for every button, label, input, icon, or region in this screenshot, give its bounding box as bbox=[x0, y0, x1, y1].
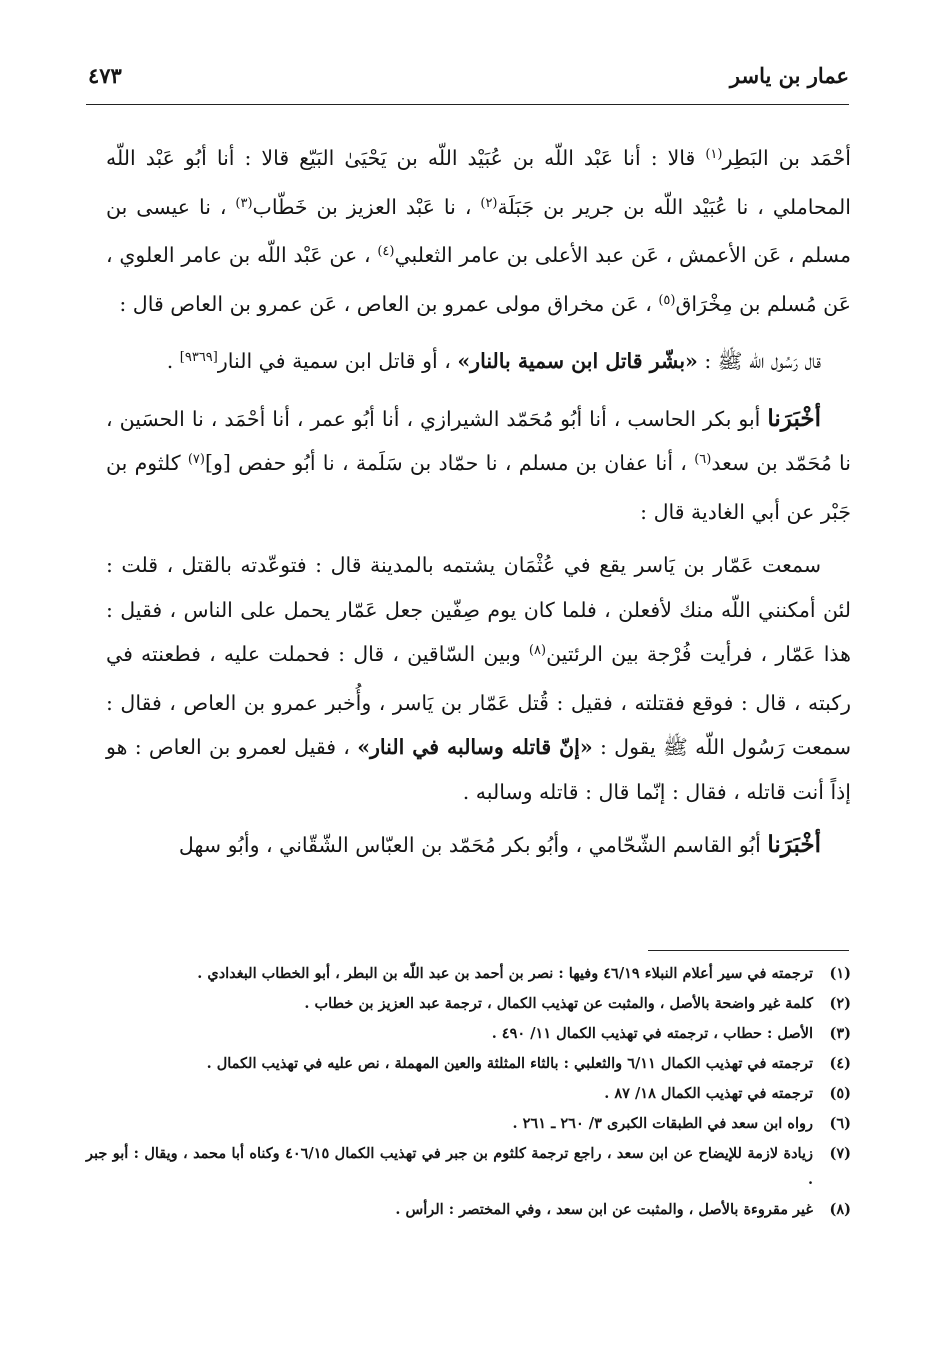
footnote-text: كلمة غير واضحة بالأصل ، والمثبت عن تهذيب الكمال ، ترجمة عبد العزيز بن خطاب . bbox=[304, 995, 813, 1012]
footnote-number: (٣) bbox=[829, 1025, 851, 1042]
footnote-number: (٦) bbox=[829, 1115, 851, 1132]
main-text bbox=[106, 136, 851, 877]
footnote-marker-7[interactable]: (٧) bbox=[187, 452, 205, 467]
footnote-text: ترجمته في سير أعلام النبلاء ٤٦/١٩ وفيها : نصر بن أحمد بن عبد اللّه بن البطر ، أبو الخطاب البغدادي . bbox=[197, 965, 813, 982]
footnote-text: ترجمته في تهذيب الكمال ٦/١١ والثعلبي : بالثاء المثلثة والعين المهملة ، نص عليه في تهذيب الكمال . bbox=[206, 1055, 813, 1072]
text-run: ، عَن مخراق مولى عمرو بن العاص ، عَن عمرو بن العاص قال : bbox=[119, 291, 659, 316]
footnote-8 bbox=[86, 1197, 851, 1223]
footnote-marker-1[interactable]: (١) bbox=[705, 147, 723, 162]
running-title: عمار بن ياسر bbox=[729, 63, 849, 88]
text-run: وبين السّاقين ، قال : فحملت عليه ، فطعنته في ركبته ، قال : فوقع فقتلته ، فقيل : قُتل عَمّار بن يَاسر ، وأُخبر عمرو بن العاص ، فقال : سمعت رَسُول اللّه ﷺ يقول : bbox=[106, 642, 851, 759]
footnote-number: (٤) bbox=[829, 1055, 851, 1072]
footnotes bbox=[86, 961, 851, 1227]
akhbarana-heading: أخْبَرَنا bbox=[767, 404, 821, 432]
hadith-quote: «إنّ قاتله وسالبه في النار» bbox=[357, 735, 593, 759]
text-run: قالا : أنا عَبْد اللّه بن عُبَيْد اللّه بن يَحْيَىٰ البَيّع قالا : أنا أبُو عَبْد اللّه المحاملي ، نا عُبَيْد اللّه بن جرير بن جَبَلَة bbox=[106, 146, 851, 219]
text-run: ، نا عيسى بن مسلم ، عَن الأعمش ، عَن عبد الأعلى بن عامر الثعلبي bbox=[106, 194, 851, 267]
footnote-marker-8[interactable]: (٨) bbox=[528, 643, 547, 658]
footnote-text: ترجمته في تهذيب الكمال ١٨/ ٨٧ . bbox=[604, 1085, 813, 1102]
text-run: ، نا عَبْد العزيز بن خَطّاب bbox=[252, 194, 481, 219]
paragraph-hadith-1 bbox=[106, 339, 851, 388]
footnote-5 bbox=[86, 1081, 851, 1107]
text-run: ، أو قاتل ابن سمية في النار bbox=[217, 349, 458, 373]
hadith-number: [٩٣٦٩] bbox=[179, 350, 218, 365]
text-run: أحْمَد بن البَطِر bbox=[722, 146, 851, 170]
footnote-marker-5[interactable]: (٥) bbox=[658, 292, 676, 308]
footnote-4 bbox=[86, 1051, 851, 1077]
text-run: قال رَسُول اللّه ﷺ : bbox=[697, 349, 821, 373]
hadith-quote: «بشّر قاتل ابن سمية بالنار» bbox=[457, 349, 698, 373]
page-number: ٤٧٣ bbox=[88, 63, 122, 88]
footnote-rule bbox=[648, 950, 849, 951]
text-run: سمعت عَمّار بن يَاسر يقع في عُثْمَان يشتمه بالمدينة قال : فتوعّدته بالقتل ، قلت : لئن أمكنني اللّه منك لأفعلن ، فلما كان يوم صِفّين جعل عَمّار يحمل على الناس ، فقيل : هذا عَمّار ، فرأيت فُرْجة بين الرئتين bbox=[106, 553, 851, 666]
footnote-7 bbox=[86, 1141, 851, 1193]
akhbarana-heading: أخْبَرَنا bbox=[767, 831, 821, 858]
paragraph-isnad-3 bbox=[106, 823, 851, 868]
paragraph-isnad-2 bbox=[106, 397, 851, 535]
text-run: ، عن عَبْد اللّه بن عامر العلوي ، عَن مُسلم بن مِخْرَاق bbox=[106, 243, 851, 316]
footnote-6 bbox=[86, 1111, 851, 1137]
footnote-text: زيادة لازمة للإيضاح عن ابن سعد ، راجع ترجمة كلثوم بن جبر في تهذيب الكمال ٤٠٦/١٥ وكناه أبا محمد ، ويقال : أبو جبر . bbox=[86, 1145, 813, 1188]
text-run: أبُو القاسم الشّحّامي ، وأبُو بكر مُحَمّد بن العبّاس الشّقّاني ، وأبُو سهل bbox=[178, 833, 768, 857]
footnote-text: غير مقروءة بالأصل ، والمثبت عن ابن سعد ، وفي المختصر : الرأس . bbox=[395, 1201, 813, 1218]
text-run: ، أنا عفان بن مسلم ، نا حمّاد بن سَلَمة ، نا أبُو حفص [و] bbox=[204, 451, 695, 475]
footnote-number: (١) bbox=[829, 965, 851, 982]
footnote-marker-6[interactable]: (٦) bbox=[694, 452, 712, 467]
footnote-1 bbox=[86, 961, 851, 987]
text-run: أبو بكر الحاسب ، أنا أبُو مُحَمّد الشيرازي ، أنا أبُو عمر ، أنا أحْمَد ، نا الحسَين ، نا مُحَمّد بن سعد bbox=[106, 406, 852, 475]
text-run: . bbox=[166, 349, 180, 373]
header-rule bbox=[86, 104, 849, 105]
footnote-number: (٢) bbox=[829, 995, 851, 1012]
footnote-marker-2[interactable]: (٢) bbox=[480, 195, 498, 211]
paragraph-narration bbox=[106, 543, 851, 814]
footnote-2 bbox=[86, 991, 851, 1017]
footnote-number: (٨) bbox=[829, 1201, 851, 1218]
footnote-text: الأصل : حطاب ، ترجمته في تهذيب الكمال ١١/ ٤٩٠ . bbox=[491, 1025, 813, 1042]
footnote-marker-4[interactable]: (٤) bbox=[377, 244, 395, 259]
text-run: ، فقيل لعمرو بن العاص : هو إذاً أنت قاتله ، فقال : إنّما قال : قاتله وسالبه . bbox=[106, 735, 851, 804]
footnote-3 bbox=[86, 1021, 851, 1047]
footnote-marker-3[interactable]: (٣) bbox=[235, 195, 253, 211]
text-run: كلثوم بن جَبْر عن أبي الغادية قال : bbox=[106, 451, 851, 524]
paragraph-isnad-1 bbox=[106, 136, 851, 330]
footnote-number: (٥) bbox=[829, 1085, 851, 1102]
footnote-number: (٧) bbox=[829, 1145, 851, 1162]
footnote-text: رواه ابن سعد في الطبقات الكبرى ٣/ ٢٦٠ ـ ٢٦١ . bbox=[512, 1115, 813, 1132]
